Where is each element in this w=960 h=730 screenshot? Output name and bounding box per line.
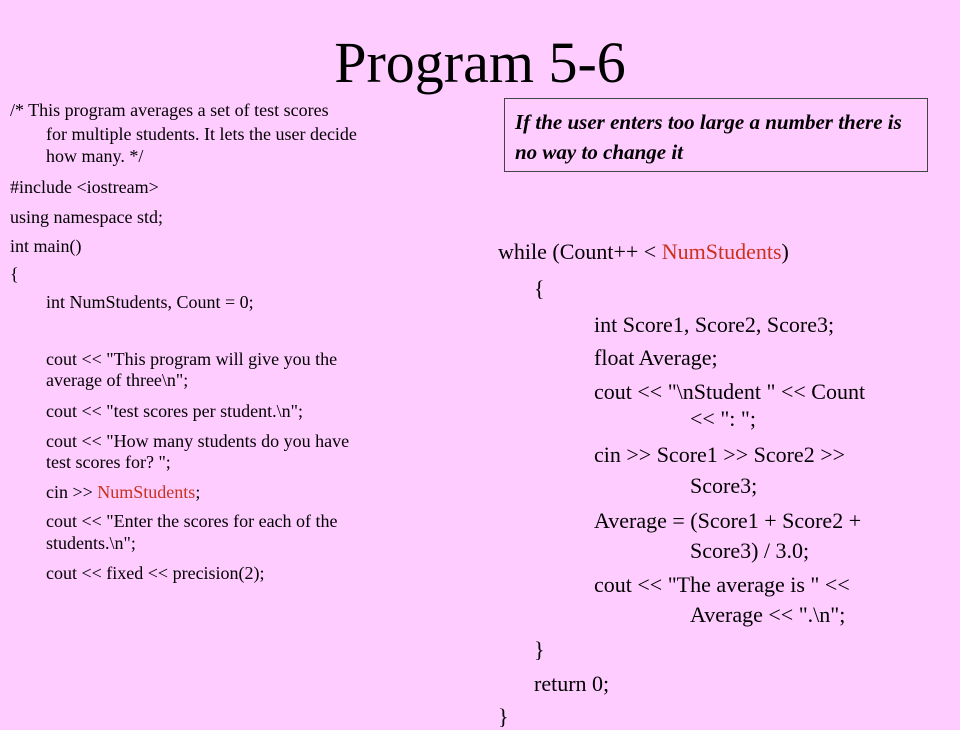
highlighted-variable: NumStudents xyxy=(97,482,196,502)
while-suffix: ) xyxy=(781,239,789,264)
code-line: << ": "; xyxy=(690,406,756,431)
code-line: cout << "This program will give you the xyxy=(46,349,338,369)
callout-box: If the user enters too large a number there is no way to change it xyxy=(504,98,928,172)
code-line: } xyxy=(498,704,509,729)
code-line: { xyxy=(10,264,19,284)
code-line: using namespace std; xyxy=(10,207,163,227)
code-line: students.\n"; xyxy=(46,533,136,553)
highlighted-variable: NumStudents xyxy=(661,239,782,264)
code-line: cout << fixed << precision(2); xyxy=(46,563,265,583)
code-line: cout << "How many students do you have xyxy=(46,431,350,451)
cin-prefix: cin >> xyxy=(46,482,98,502)
code-line: return 0; xyxy=(534,671,610,696)
code-line: #include <iostream> xyxy=(10,177,159,197)
slide-title: Program 5-6 xyxy=(334,30,626,95)
code-line: cout << "test scores per student.\n"; xyxy=(46,401,303,421)
code-line: average of three\n"; xyxy=(46,370,189,390)
cin-suffix: ; xyxy=(195,482,201,502)
code-line: Average << ".\n"; xyxy=(690,602,846,627)
code-line: cout << "The average is " << xyxy=(594,572,850,597)
code-line xyxy=(498,239,789,265)
code-line: cout << "Enter the scores for each of the xyxy=(46,511,338,531)
code-line: /* This program averages a set of test scores xyxy=(10,100,329,120)
code-line: test scores for? "; xyxy=(46,452,171,472)
code-line: int Score1, Score2, Score3; xyxy=(594,312,835,337)
code-line: how many. */ xyxy=(46,146,144,166)
code-line: Average = (Score1 + Score2 + xyxy=(594,508,862,533)
while-prefix: while (Count++ < xyxy=(498,239,662,264)
code-line: Score3; xyxy=(690,473,758,498)
code-line: { xyxy=(534,276,545,301)
code-line xyxy=(46,482,200,502)
code-line: float Average; xyxy=(594,345,718,370)
code-line: cout << "\nStudent " << Count xyxy=(594,379,866,404)
code-line: int main() xyxy=(10,236,82,256)
code-line: Score3) / 3.0; xyxy=(690,538,810,563)
code-line: for multiple students. It lets the user decide xyxy=(46,124,357,144)
code-line: } xyxy=(534,637,545,662)
code-line: int NumStudents, Count = 0; xyxy=(46,292,254,312)
code-line: cin >> Score1 >> Score2 >> xyxy=(594,442,846,467)
